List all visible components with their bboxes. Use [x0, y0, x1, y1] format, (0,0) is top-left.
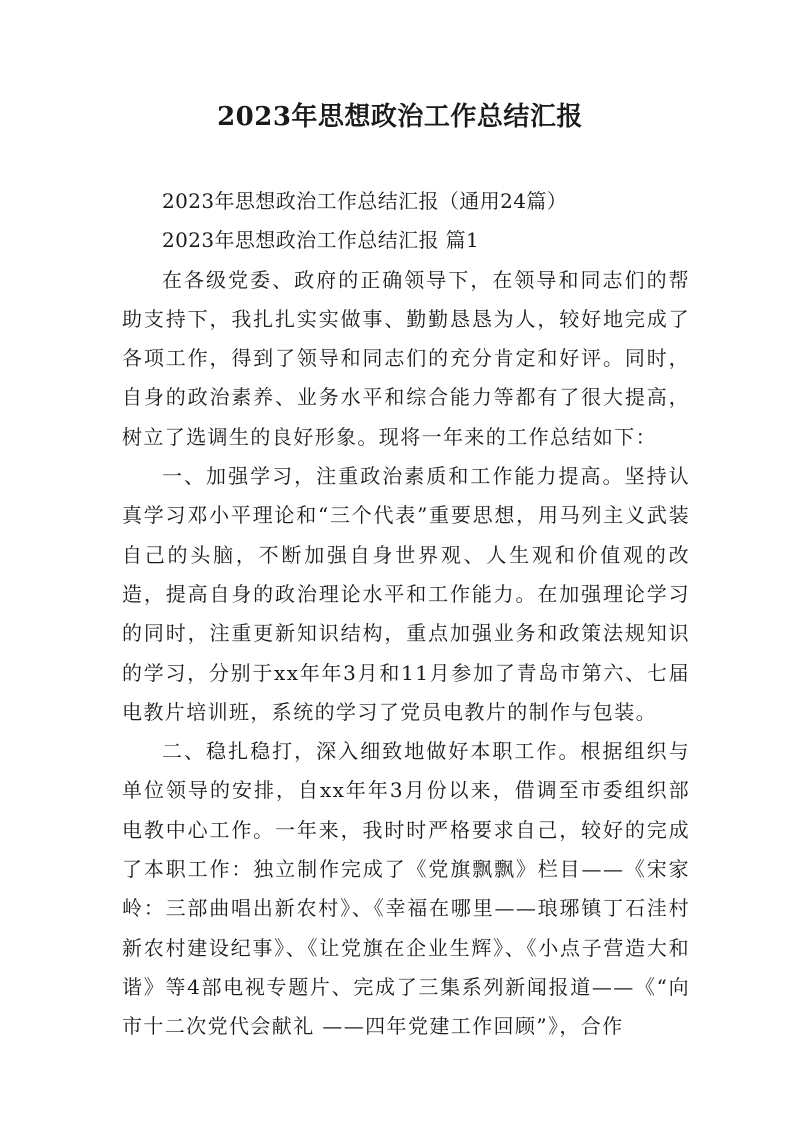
document-subtitle: 2023年思想政治工作总结汇报（通用24篇） [162, 189, 568, 213]
paragraph-intro: 在各级党委、政府的正确领导下，在领导和同志们的帮助支持下，我扎扎实实做事、勤勤恳恳为人，较好地完成了各项工作，得到了领导和同志们的充分肯定和好评。同时，自身的政治素养、业务水平和综合能力等都有了很大提高，树立了选调生的良好形象。现将一年来的工作总结如下： [122, 267, 690, 449]
paragraph-work: 二、稳扎稳打，深入细致地做好本职工作。根据组织与单位领导的安排，自xx年年3月份以来，借调至市委组织部电教中心工作。一年来，我时时严格要求自己，较好的完成了本职工作：独立制作完成了《党旗飘飘》栏目——《宋家岭：三部曲唱出新农村》、《幸福在哪里——琅琊镇丁石洼村新农村建设纪事》、《让党旗在企业生辉》、《小点子营造大和谐》等4部电视专题片、完成了三集系列新闻报道——《“向市十二次党代会献礼 ——四年党建工作回顾”》，合作 [122, 739, 690, 1039]
section-heading: 2023年思想政治工作总结汇报 篇1 [162, 228, 480, 253]
document-body [122, 182, 690, 1047]
document-title: 2023年思想政治工作总结汇报 [217, 102, 583, 132]
paragraph-study: 一、加强学习，注重政治素质和工作能力提高。坚持认真学习邓小平理论和“三个代表”重要思想，用马列主义武装自己的头脑，不断加强自身世界观、人生观和价值观的改造，提高自身的政治理论水平和工作能力。在加强理论学习的同时，注重更新知识结构，重点加强业务和政策法规知识的学习，分别于xx年年3月和11月参加了青岛市第六、七届电教片培训班，系统的学习了党员电教片的制作与包装。 [122, 464, 690, 724]
